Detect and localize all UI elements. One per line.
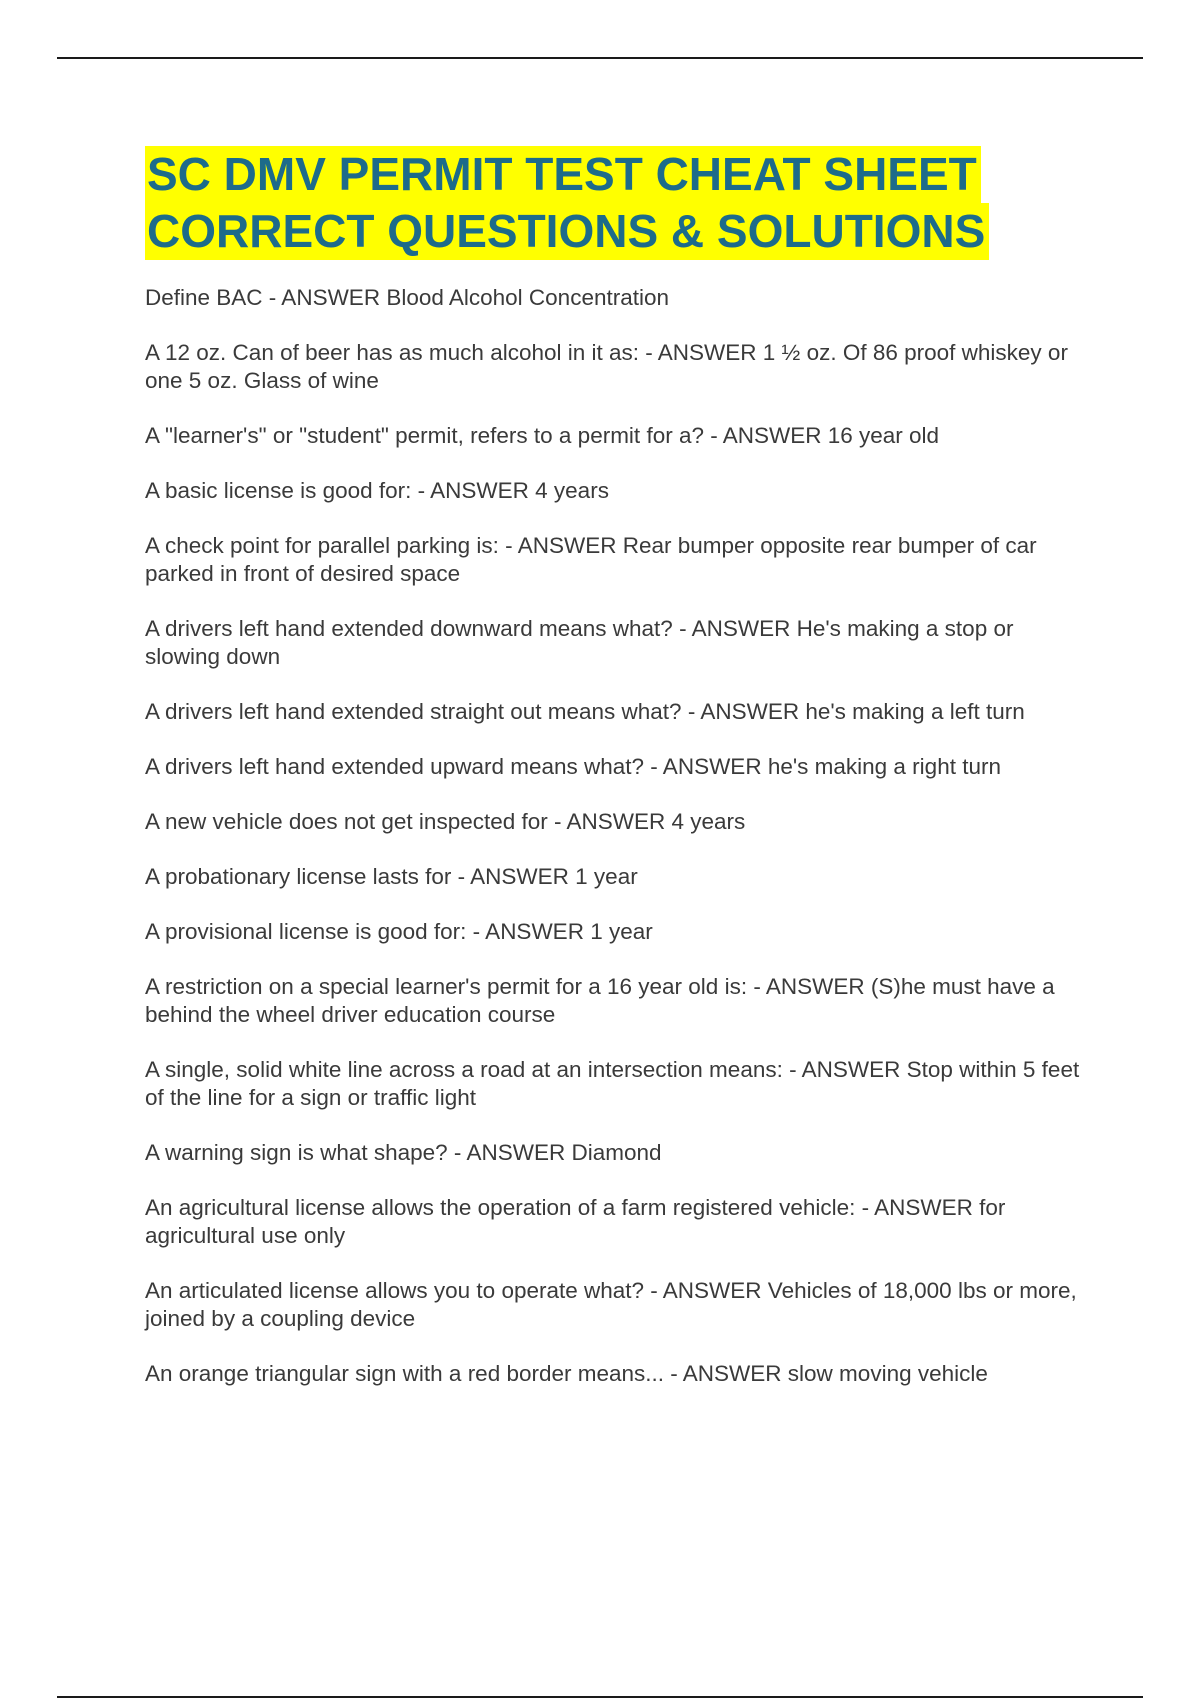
qa-item: A restriction on a special learner's permit for a 16 year old is: - ANSWER (S)he must have a behind the wheel driver education course xyxy=(145,974,1055,1027)
qa-item: A basic license is good for: - ANSWER 4 years xyxy=(145,478,609,503)
qa-item: A drivers left hand extended upward means what? - ANSWER he's making a right turn xyxy=(145,754,1001,779)
qa-item: An articulated license allows you to operate what? - ANSWER Vehicles of 18,000 lbs or more, joined by a coupling device xyxy=(145,1278,1077,1331)
document-title xyxy=(145,146,1095,260)
qa-item: A probationary license lasts for - ANSWER 1 year xyxy=(145,864,638,889)
qa-item: Define BAC - ANSWER Blood Alcohol Concentration xyxy=(145,285,670,310)
qa-item: A check point for parallel parking is: - ANSWER Rear bumper opposite rear bumper of car parked in front of desired space xyxy=(145,533,1037,586)
top-rule xyxy=(57,57,1143,59)
qa-item: A drivers left hand extended downward means what? - ANSWER He's making a stop or slowing down xyxy=(145,616,1014,669)
qa-item: A drivers left hand extended straight out means what? - ANSWER he's making a left turn xyxy=(145,699,1025,724)
bottom-rule xyxy=(57,1696,1143,1698)
qa-item: A provisional license is good for: - ANSWER 1 year xyxy=(145,919,653,944)
qa-item: An agricultural license allows the operation of a farm registered vehicle: - ANSWER for agricultural use only xyxy=(145,1195,1006,1248)
qa-item: An orange triangular sign with a red border means... - ANSWER slow moving vehicle xyxy=(145,1361,988,1386)
qa-item: A single, solid white line across a road at an intersection means: - ANSWER Stop within 5 feet of the line for a sign or traffic light xyxy=(145,1057,1080,1110)
qa-item: A new vehicle does not get inspected for - ANSWER 4 years xyxy=(145,809,746,834)
qa-item: A 12 oz. Can of beer has as much alcohol in it as: - ANSWER 1 ½ oz. Of 86 proof whiskey or one 5 oz. Glass of wine xyxy=(145,340,1068,393)
qa-list xyxy=(145,284,1090,1415)
qa-item: A warning sign is what shape? - ANSWER Diamond xyxy=(145,1140,662,1165)
title-line-2: CORRECT QUESTIONS & SOLUTIONS xyxy=(145,203,989,260)
qa-item: A "learner's" or "student" permit, refers to a permit for a? - ANSWER 16 year old xyxy=(145,423,940,448)
title-line-1: SC DMV PERMIT TEST CHEAT SHEET xyxy=(145,146,981,203)
